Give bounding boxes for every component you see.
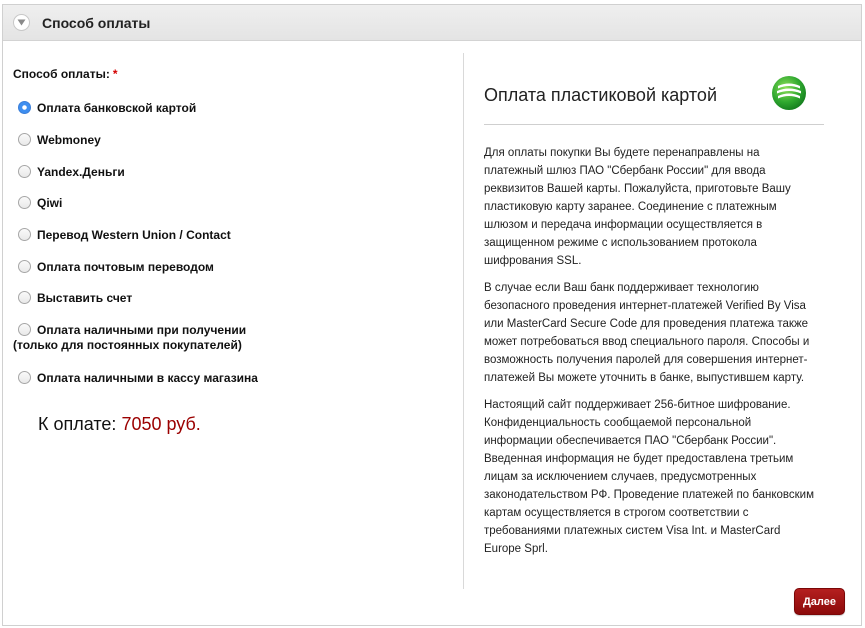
card-payment-info (464, 42, 862, 590)
radio-label: Выставить счет (37, 291, 133, 305)
radio-label: Webmoney (37, 133, 101, 147)
radio-label: Yandex.Деньги (37, 165, 125, 179)
title-divider (484, 124, 824, 125)
payment-methods (3, 42, 463, 590)
radio-label: Оплата банковской картой (37, 101, 197, 115)
total-label: К оплате: (38, 414, 117, 434)
section-header[interactable] (3, 5, 861, 41)
description-paragraph: В случае если Ваш банк поддерживает технологию безопасного проведения интернет-платежей Verified By Visa или MasterCard Secure Code для проведения платежа также может потребоваться ввод специального пароля. Способы и возможность получения паролей для совершения интернет-платежей Вы можете уточнить в банке, выпустившем карту. (484, 282, 810, 384)
radio-button[interactable] (18, 291, 31, 304)
required-mark: * (112, 67, 118, 81)
radio-option-card[interactable] (18, 100, 196, 116)
radio-option-cash-on-delivery[interactable] (13, 322, 247, 352)
radio-option-postal[interactable] (18, 259, 214, 275)
section-title: Способ оплаты (42, 14, 151, 31)
radio-button[interactable] (18, 133, 31, 146)
radio-button[interactable] (18, 165, 31, 178)
radio-option-cash-in-store[interactable] (18, 370, 258, 386)
radio-label: Оплата почтовым переводом (37, 260, 214, 274)
payment-method-label: Способ оплаты: * (13, 67, 118, 81)
card-info-description (484, 144, 814, 567)
radio-label: Оплата наличными при получении (37, 323, 247, 337)
next-button[interactable]: Далее (794, 588, 845, 615)
checkout-panel (2, 4, 862, 626)
total-amount-row (38, 414, 201, 435)
radio-label: Оплата наличными в кассу магазина (37, 371, 258, 385)
radio-label-note: (только для постоянных покупателей) (13, 338, 242, 352)
radio-option-yandex[interactable] (18, 164, 125, 180)
radio-option-invoice[interactable] (18, 290, 132, 306)
radio-label: Qiwi (37, 196, 63, 210)
radio-button[interactable] (18, 260, 31, 273)
total-amount: 7050 руб. (121, 414, 201, 434)
radio-button[interactable] (18, 196, 31, 209)
radio-option-webmoney[interactable] (18, 132, 101, 148)
card-info-title: Оплата пластиковой картой (484, 85, 717, 105)
radio-button[interactable] (18, 323, 31, 336)
radio-option-qiwi[interactable] (18, 195, 62, 211)
description-paragraph: Настоящий сайт поддерживает 256-битное шифрование. Конфиденциальность сообщаемой персональной информации обеспечивается ПАО "Сбербанк России". Введенная информация не будет предоставлена третьим лицам за исключением случаев, предусмотренных законодательством РФ. Проведение платежей по банковским картам осуществляется в строгом соответствии с требованиями платежных систем Visa Int. и MasterCard Europe Sprl. (484, 399, 814, 555)
sberbank-logo (771, 75, 807, 111)
radio-label: Перевод Western Union / Contact (37, 228, 231, 242)
radio-button-selected[interactable] (18, 101, 31, 114)
description-paragraph: Для оплаты покупки Вы будете перенаправлены на платежный шлюз ПАО "Сбербанк России" для ввода реквизитов Вашей карты. Пожалуйста, приготовьте Вашу пластиковую карту заранее. Соединение с платежным шлюзом и передача информации осуществляется в защищенном режиме с использованием протокола шифрования SSL. (484, 147, 791, 267)
chevron-down-icon[interactable] (13, 14, 30, 31)
radio-button[interactable] (18, 228, 31, 241)
radio-button[interactable] (18, 371, 31, 384)
radio-option-western-union[interactable] (18, 227, 231, 243)
